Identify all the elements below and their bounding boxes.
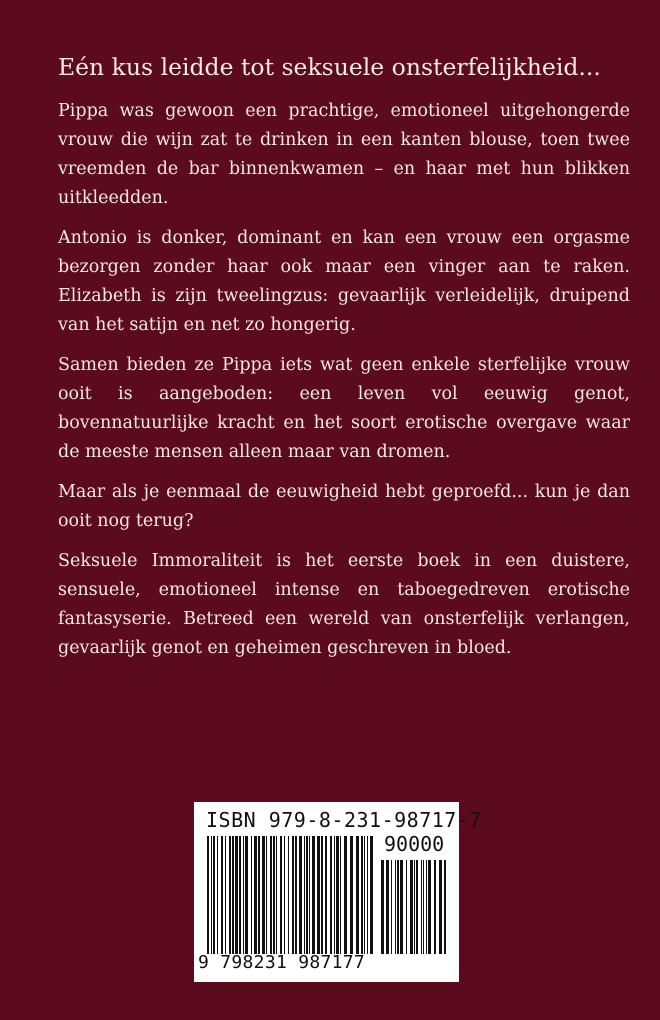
- blurb-paragraph-3: Samen bieden ze Pippa iets wat geen enkele sterfelijke vrouw ooit is aangeboden: een leven vol eeuwig genot, bovennatuurlijke kracht en het soort erotische overgave waar de meeste mensen alleen maar van dromen.: [58, 354, 630, 462]
- isbn-barcode: [194, 802, 482, 982]
- barcode-addon-bars: [380, 860, 450, 954]
- barcode-main-bars: [206, 836, 376, 954]
- price-code: 90000: [384, 832, 445, 856]
- blurb-paragraph-1: Pippa was gewoon een prachtige, emotioneel uitgehongerde vrouw die wijn zat te drinken in een kanten blouse, toen twee vreemden de bar binnenkwamen – en haar met hun blikken uitkleedden.: [58, 100, 630, 208]
- blurb-paragraph-5: Seksuele Immoraliteit is het eerste boek in een duistere, sensuele, emotioneel intense en taboegedreven erotische fantasyserie. Betreed een wereld van onsterfelijk verlangen, gevaarlijk genot en geheimen geschreven in bloed.: [58, 550, 630, 658]
- blurb-text-block: [58, 52, 630, 674]
- isbn-label: ISBN 979-8-231-98717-7: [206, 808, 482, 832]
- ean-digits: 9 798231 987177: [198, 952, 366, 973]
- blurb-paragraph-2: Antonio is donker, dominant en kan een vrouw een orgasme bezorgen zonder haar ook maar een vinger aan te raken. Elizabeth is zijn tweelingzus: gevaarlijk verleidelijk, druipend van het satijn en net zo hongerig.: [58, 227, 630, 335]
- blurb-headline: Eén kus leidde tot seksuele onsterfelijkheid...: [58, 53, 601, 81]
- blurb-paragraph-4: Maar als je eenmaal de eeuwigheid hebt geproefd... kun je dan ooit nog terug?: [58, 481, 630, 531]
